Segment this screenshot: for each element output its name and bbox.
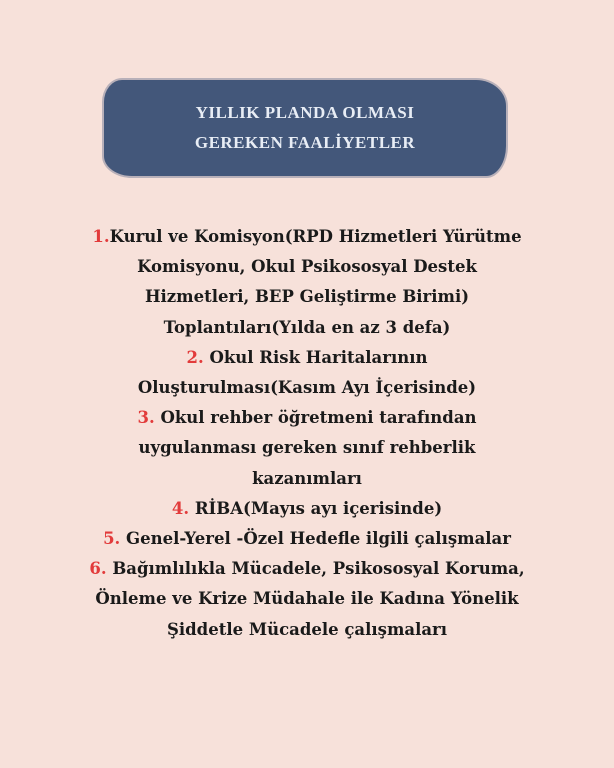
item-text: Okul Risk Haritalarının — [203, 347, 428, 367]
title-banner — [104, 80, 506, 176]
item-text: Kurul ve Komisyon(RPD Hizmetleri Yürütme — [109, 227, 522, 246]
list-item-4-line-1 — [30, 494, 584, 524]
list-item-3-line-3: kazanımları — [252, 468, 362, 488]
item-number: 3. — [137, 408, 155, 428]
banner-title-line-1: YILLIK PLANDA OLMASI — [195, 103, 415, 122]
list-item-1-line-3: Hizmetleri, BEP Geliştirme Birimi) — [144, 287, 470, 307]
item-number: 1. — [92, 227, 110, 246]
list-item-5-line-1 — [30, 524, 584, 554]
item-text: Bağımlılıkla Mücadele, Psikososyal Koruma, — [106, 559, 525, 579]
list-item-6-line-1 — [30, 554, 584, 584]
list-item-3-line-2: uygulanması gereken sınıf rehberlik — [138, 438, 476, 458]
list-item-2-line-1 — [30, 343, 584, 373]
list-item-3-line-1 — [30, 403, 584, 433]
list-item-6-line-3: Şiddetle Mücadele çalışmaları — [166, 619, 448, 639]
activity-list — [30, 222, 584, 645]
item-text: Genel-Yerel -Özel Hedefle ilgili çalışmalar — [120, 529, 511, 549]
item-number: 2. — [186, 347, 204, 367]
item-number: 4. — [171, 498, 190, 518]
list-item-1-line-2: Komisyonu, Okul Psikososyal Destek — [137, 257, 477, 277]
item-text: Okul rehber öğretmeni tarafından — [154, 408, 477, 428]
item-text: RİBA(Mayıs ayı içerisinde) — [189, 498, 443, 518]
item-number: 5. — [103, 529, 121, 549]
list-item-6-line-2: Önleme ve Krize Müdahale ile Kadına Yönelik — [95, 589, 519, 609]
list-item-2-line-2: Oluşturulması(Kasım Ayı İçerisinde) — [137, 378, 477, 398]
list-item-1-line-1 — [30, 222, 584, 252]
list-item-1-line-4: Toplantıları(Yılda en az 3 defa) — [163, 317, 451, 337]
item-number: 6. — [89, 559, 107, 579]
banner-title-line-2: GEREKEN FAALİYETLER — [194, 133, 416, 152]
